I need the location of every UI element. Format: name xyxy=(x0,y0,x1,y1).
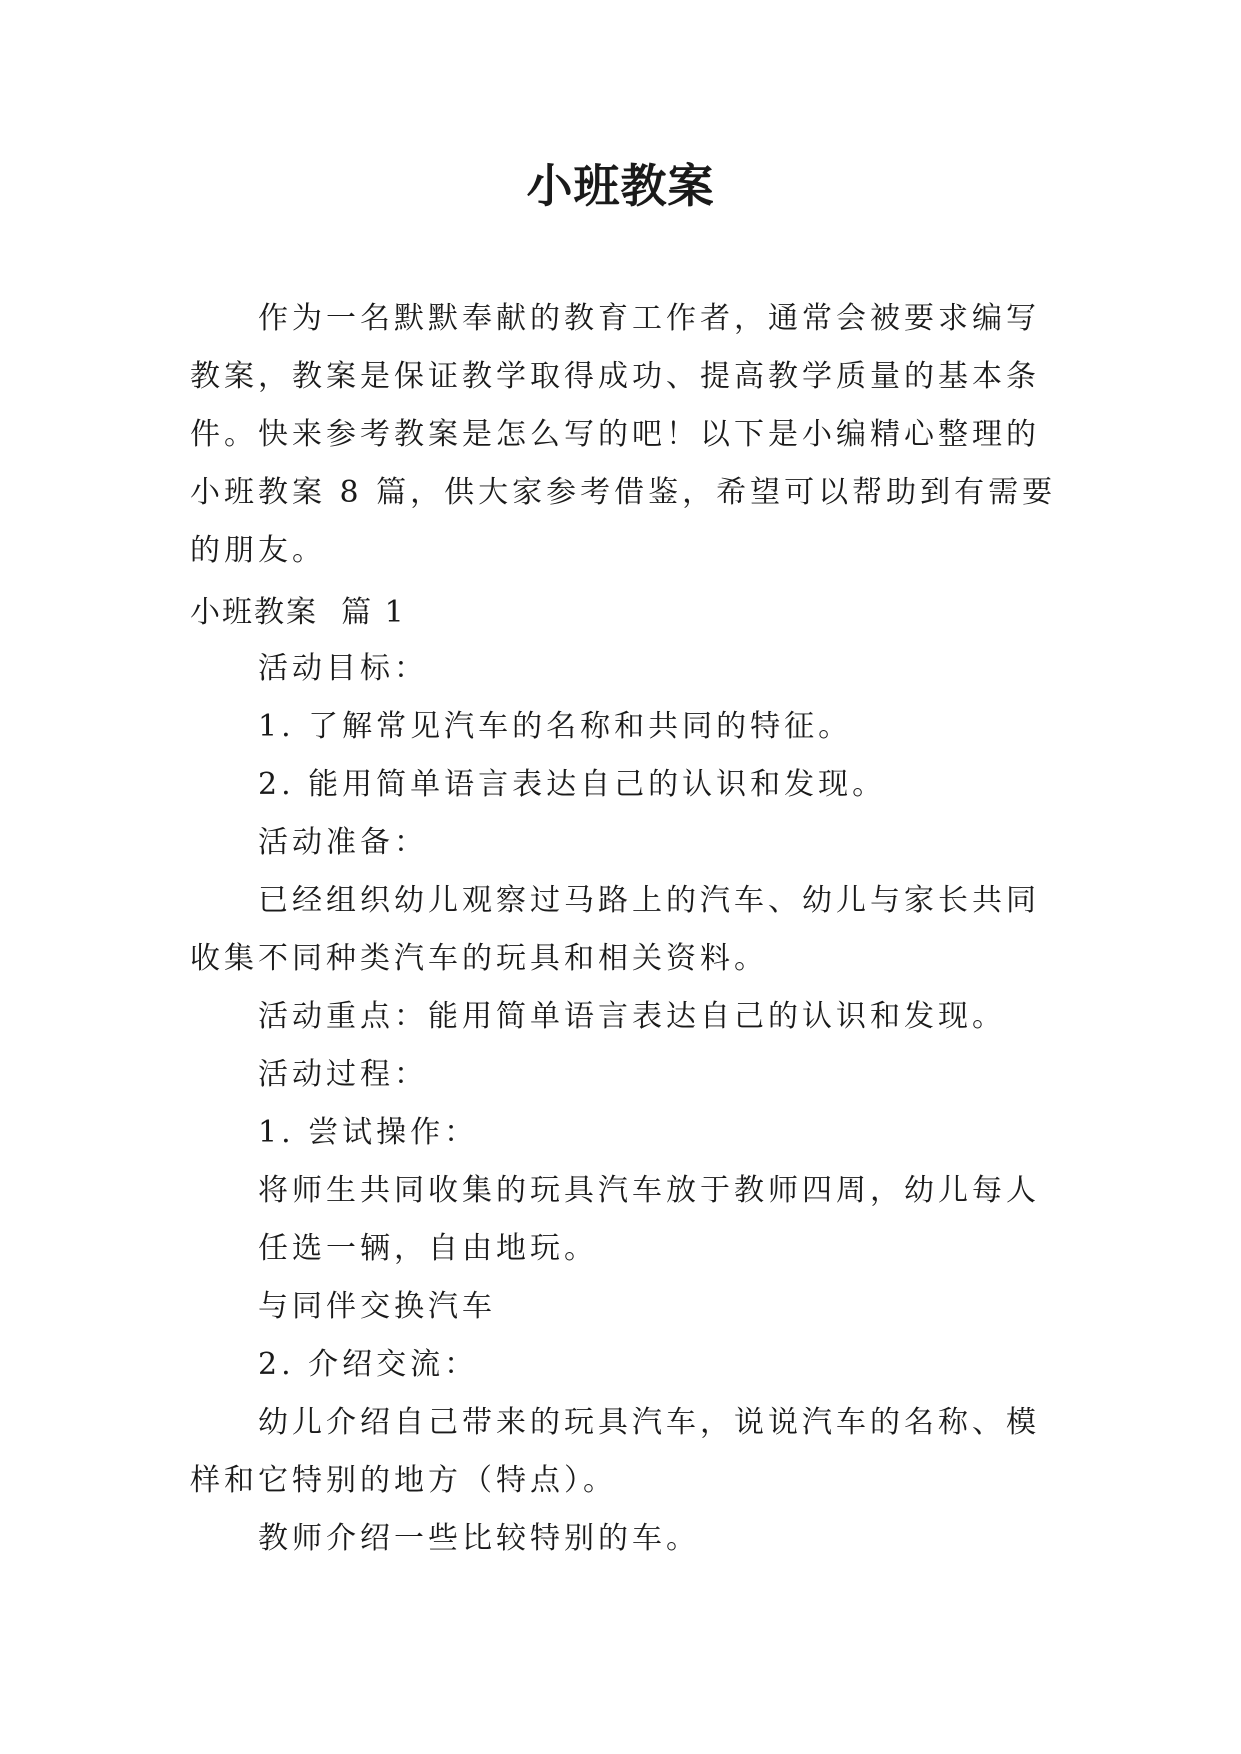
step-2-heading: 2. 介绍交流： xyxy=(258,1347,479,1382)
step-1-line-2: 任选一辆，自由地玩。 xyxy=(258,1231,598,1266)
process-label: 活动过程： xyxy=(258,1057,428,1092)
step-1-line-3: 与同伴交换汽车 xyxy=(258,1289,496,1324)
lesson-body xyxy=(190,640,1070,1568)
focus-text: 活动重点：能用简单语言表达自己的认识和发现。 xyxy=(258,999,1006,1034)
goal-label: 活动目标： xyxy=(258,651,428,686)
section-heading: 小班教案 篇 1 xyxy=(190,595,406,630)
step-1-heading: 1. 尝试操作： xyxy=(258,1115,479,1150)
step-1-line-1: 将师生共同收集的玩具汽车放于教师四周，幼儿每人 xyxy=(258,1173,1040,1208)
prep-label: 活动准备： xyxy=(258,825,428,860)
step-2-teacher: 教师介绍一些比较特别的车。 xyxy=(258,1521,700,1556)
step-2-text: 幼儿介绍自己带来的玩具汽车，说说汽车的名称、模样和它特别的地方（特点）。 xyxy=(190,1405,1040,1498)
intro-paragraph: 作为一名默默奉献的教育工作者，通常会被要求编写教案，教案是保证教学取得成功、提高教学质量的基本条件。快来参考教案是怎么写的吧！以下是小编精心整理的小班教案 8 篇，供大家参考借鉴，希望可以帮助到有需要的朋友。 xyxy=(190,301,1057,568)
goal-item-2: 2. 能用简单语言表达自己的认识和发现。 xyxy=(258,767,887,802)
goal-item-1: 1. 了解常见汽车的名称和共同的特征。 xyxy=(258,709,853,744)
document-title: 小班教案 xyxy=(526,159,715,213)
prep-text: 已经组织幼儿观察过马路上的汽车、幼儿与家长共同收集不同种类汽车的玩具和相关资料。 xyxy=(190,883,1040,976)
